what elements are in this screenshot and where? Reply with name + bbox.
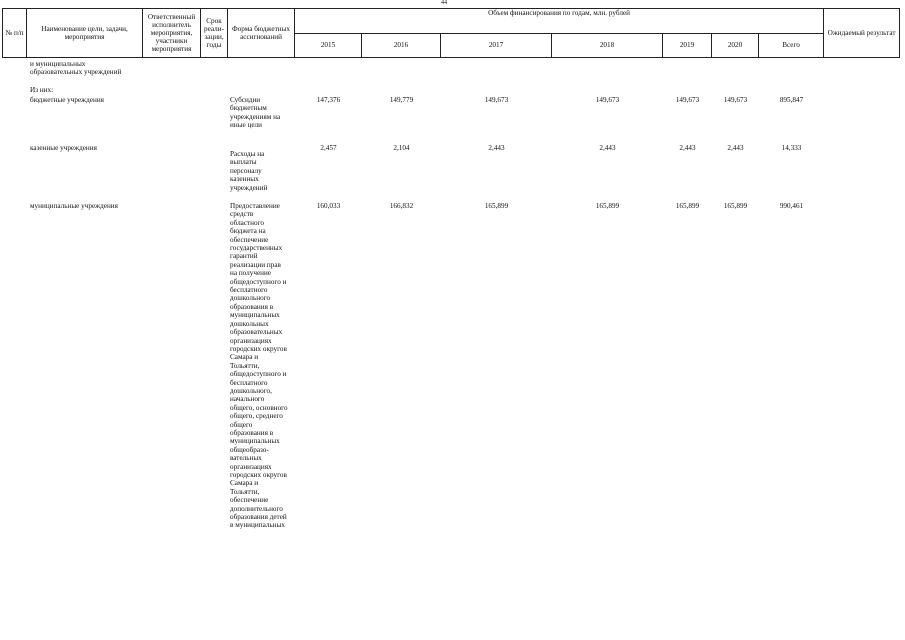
header-funding: Объем финансирования по годам, млн. рублей [295,9,824,34]
value-2016: 166,832 [389,202,414,210]
form-line: дошкольных [230,319,269,328]
row-budget-form [230,96,280,130]
header-year-2019: 2019 [663,33,712,58]
header-year-2016: 2016 [362,33,441,58]
value-2016: 149,779 [389,96,414,104]
form-line: общеобразо- [230,445,269,454]
form-line: на получение [230,269,272,278]
form-line: выплаты [230,158,257,167]
value-2018: 2,443 [599,144,616,152]
header-total: Всего [759,33,824,58]
header-year-2015: 2015 [295,33,362,58]
form-line: Самара и [230,353,259,362]
header-num: № п/п [3,9,27,58]
form-line: вательных [230,454,262,463]
form-line: общего, основного [230,403,288,412]
header-year-2020: 2020 [712,33,759,58]
form-line: Предоставление [230,202,280,210]
continuation-line-2: образовательных учреждений [30,68,122,76]
form-line: образовательных [230,328,283,337]
form-line: образования детей [230,513,287,522]
header-term: Срок реали- зации, годы [201,9,228,58]
of-them-label: Из них: [30,86,54,94]
row-municipal-name: муниципальные учреждения [30,202,118,210]
form-line: организациях [230,462,272,471]
header-executor: Ответственный исполнитель мероприятия, участники мероприятия [143,9,201,58]
value-2015: 2,457 [320,144,337,152]
value-2019: 165,899 [675,202,700,210]
form-line: дошкольного, [230,386,272,395]
form-line: бюджета на [230,227,266,236]
table-header [2,8,900,58]
form-line: гарантий [230,252,258,261]
form-line: образования в [230,302,274,311]
value-2017: 165,899 [484,202,509,210]
value-total: 14,333 [781,144,802,152]
form-line: учреждений [230,183,268,192]
header-name: Наименование цели, задачи, мероприятия [27,9,143,58]
value-total: 895,847 [779,96,804,104]
form-line: учреждениям на [230,112,281,121]
value-2020: 165,899 [723,202,748,210]
row-government-name: казенные учреждения [30,144,97,152]
header-year-2018: 2018 [552,33,663,58]
value-2020: 2,443 [727,144,744,152]
form-line: Тольятти, [230,361,260,370]
row-government-form [230,150,267,192]
value-2019: 2,443 [679,144,696,152]
form-line: дополнительного [230,504,283,513]
value-total: 990,461 [779,202,804,210]
value-2018: 165,899 [595,202,620,210]
form-line: общедоступного и [230,370,287,379]
value-2016: 2,104 [393,144,410,152]
form-line: общего, среднего [230,412,283,421]
form-line: общего [230,420,253,429]
page-number: 44 [441,0,447,6]
form-line: городских округов [230,471,287,479]
form-line: муниципальных [230,311,280,320]
form-line: реализации прав [230,260,281,269]
form-line: организациях [230,336,272,345]
form-line: казенных [230,175,259,184]
value-2017: 2,443 [488,144,505,152]
form-line: Тольятти, [230,487,260,496]
continuation-line-1: и муниципальных [30,60,86,68]
value-2017: 149,673 [484,96,509,104]
form-line: начального [230,395,265,404]
form-line: обеспечение [230,235,269,244]
value-2020: 149,673 [723,96,748,104]
form-line: Самара и [230,479,259,488]
value-2018: 149,673 [595,96,620,104]
form-line: областного [230,218,264,227]
form-line: персоналу [230,166,262,175]
form-line: обеспечение [230,496,269,505]
header-result: Ожидаемый результат [824,9,900,58]
form-line: бесплатного [230,378,268,387]
form-line: государственных [230,244,283,253]
row-municipal-form [230,202,288,530]
form-line: бюджетным [230,104,267,113]
value-2015: 160,033 [316,202,341,210]
row-budget-name: бюджетные учреждения [30,96,104,104]
form-line: Субсидии [230,96,261,104]
value-2019: 149,673 [675,96,700,104]
form-line: средств [230,210,254,219]
form-line: городских округов [230,344,287,353]
form-line: в муниципальных [230,521,285,530]
form-line: общедоступного и [230,277,287,286]
header-form: Форма бюджетных ассигнований [228,9,295,58]
form-line: иные цели [230,121,262,130]
form-line: дошкольного [230,294,271,303]
form-line: бесплатного [230,286,268,295]
form-line: муниципальных [230,437,280,446]
header-year-2017: 2017 [441,33,552,58]
form-line: образования в [230,428,274,437]
value-2015: 147,376 [316,96,341,104]
form-line: Расходы на [230,150,265,158]
